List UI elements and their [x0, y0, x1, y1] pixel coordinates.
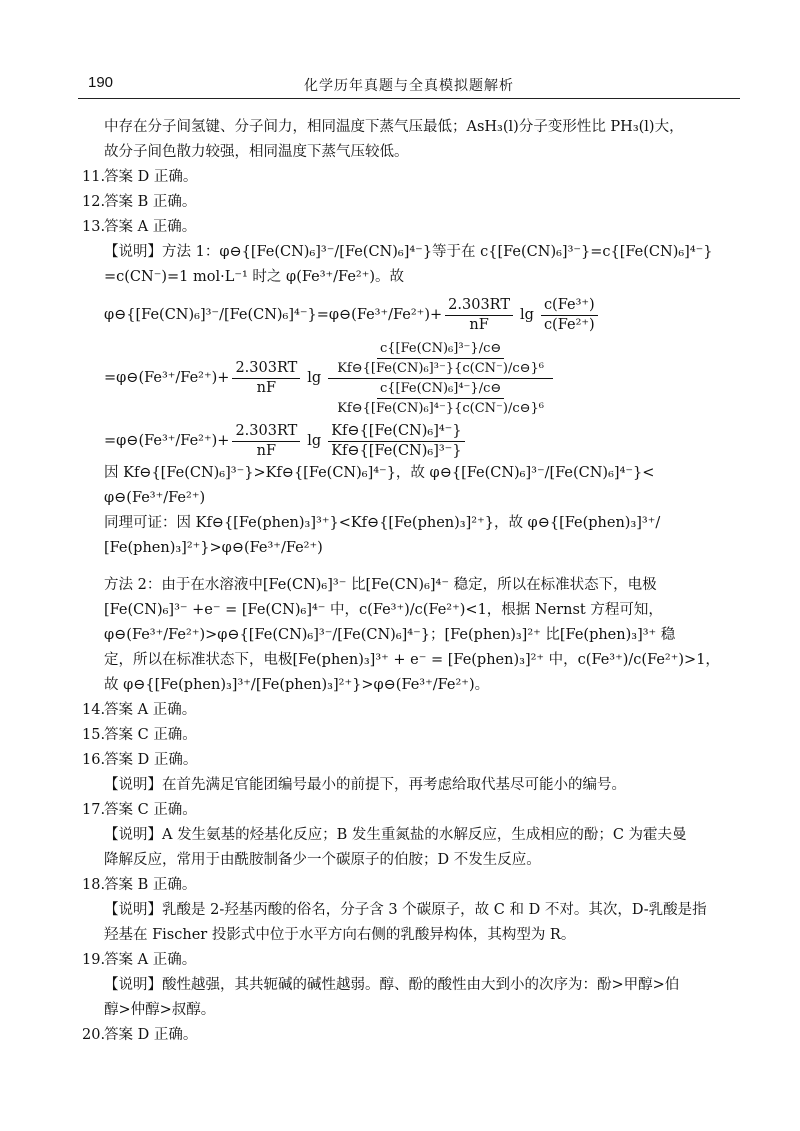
denominator: Kf⊖{[Fe(CN)₆]³⁻} — [331, 443, 462, 459]
answer-20 — [82, 1023, 742, 1048]
log-symbol: lg — [307, 370, 322, 386]
item-number: 19. — [82, 952, 106, 968]
inner-denominator: Kf⊖{[Fe(CN)₆]⁴⁻}{c(CN⁻)/c⊖}⁶ — [337, 401, 544, 416]
fraction — [232, 359, 300, 398]
explanation-line: 【说明】在首先满足官能团编号最小的前提下，再考虑给取代基尽可能小的编号。 — [104, 777, 626, 793]
answer-13 — [82, 215, 742, 240]
page-body — [82, 115, 742, 1048]
answer-15 — [82, 723, 742, 748]
denominator: nF — [469, 317, 489, 333]
answer-text: 答案 B 正确。 — [104, 877, 197, 893]
conclusion-line: 同理可证：因 Kf⊖{[Fe(phen)₃]³⁺}<Kf⊖{[Fe(phen)₃]²⁺}，故 φ⊖{[Fe(phen)₃]³⁺/ — [104, 515, 661, 531]
paragraph-line: 故分子间色散力较强，相同温度下蒸气压较低。 — [104, 144, 409, 160]
answer-text: 答案 B 正确。 — [104, 194, 197, 210]
answer-14 — [82, 698, 742, 723]
answer-text: 答案 A 正确。 — [104, 219, 197, 235]
denominator: nF — [256, 443, 277, 459]
spacer — [82, 561, 742, 573]
method-2-line: 定，所以在标准状态下，电极[Fe(phen)₃]³⁺ + e⁻ = [Fe(phen)₃]²⁺ 中，c(Fe³⁺)/c(Fe²⁺)>1， — [104, 652, 720, 668]
explanation-line: =c(CN⁻)=1 mol·L⁻¹ 时之 φ(Fe³⁺/Fe²⁺)。故 — [104, 269, 405, 285]
explanation-line: 醇>仲醇>叔醇。 — [104, 1002, 216, 1018]
equation-3 — [104, 422, 742, 461]
numerator: 2.303RT — [232, 422, 300, 442]
answer-text: 答案 C 正确。 — [104, 727, 197, 743]
item-number: 16. — [82, 752, 106, 768]
answer-17 — [82, 798, 742, 823]
item-number: 20. — [82, 1027, 106, 1043]
method-2-line: 方法 2：由于在水溶液中[Fe(CN)₆]³⁻ 比[Fe(CN)₆]⁴⁻ 稳定，所以在标准状态下，电极 — [104, 577, 657, 593]
denominator: c(Fe²⁺) — [543, 317, 595, 333]
equation-lhs: φ⊖{[Fe(CN)₆]³⁻/[Fe(CN)₆]⁴⁻}=φ⊖(Fe³⁺/Fe²⁺)+ — [104, 307, 443, 323]
fraction — [328, 422, 464, 461]
compound-fraction — [328, 339, 553, 418]
equation-2 — [104, 339, 742, 418]
explanation-line: 【说明】A 发生氨基的烃基化反应；B 发生重氮盐的水解反应，生成相应的酚；C 为霍夫曼 — [104, 827, 687, 843]
method-2-line: [Fe(CN)₆]³⁻ +e⁻ = [Fe(CN)₆]⁴⁻ 中，c(Fe³⁺)/c(Fe²⁺)<1，根据 Nernst 方程可知， — [104, 602, 663, 618]
fraction — [232, 422, 300, 461]
conclusion-line: [Fe(phen)₃]²⁺}>φ⊖(Fe³⁺/Fe²⁺) — [104, 540, 323, 556]
explanation-line: 降解反应，常用于由酰胺制备少一个碳原子的伯胺；D 不发生反应。 — [104, 852, 541, 868]
explanation-line: 羟基在 Fischer 投影式中位于水平方向右侧的乳酸异构体，其构型为 R。 — [104, 927, 576, 943]
item-number: 17. — [82, 802, 106, 818]
answer-text: 答案 A 正确。 — [104, 952, 197, 968]
explanation-line: 【说明】酸性越强，其共轭碱的碱性越弱。醇、酚的酸性由大到小的次序为：酚>甲醇>伯 — [104, 977, 680, 993]
numerator: Kf⊖{[Fe(CN)₆]⁴⁻} — [328, 422, 464, 442]
answer-text: 答案 D 正确。 — [104, 1027, 198, 1043]
numerator: c(Fe³⁺) — [541, 296, 598, 316]
answer-text: 答案 A 正确。 — [104, 702, 197, 718]
explanation-line: 【说明】乳酸是 2-羟基丙酸的俗名，分子含 3 个碳原子，故 C 和 D 不对。其次，D-乳酸是指 — [104, 902, 707, 918]
method-2-line: 故 φ⊖{[Fe(phen)₃]³⁺/[Fe(phen)₃]²⁺}>φ⊖(Fe³⁺/Fe²⁺)。 — [104, 677, 490, 693]
answer-text: 答案 D 正确。 — [104, 169, 198, 185]
page-number: 190 — [88, 74, 114, 91]
answer-11 — [82, 165, 742, 190]
item-number: 11. — [82, 169, 106, 185]
answer-19 — [82, 948, 742, 973]
answer-16 — [82, 748, 742, 773]
paragraph-line: 中存在分子间氢键、分子间力，相同温度下蒸气压最低；AsH₃(l)分子变形性比 PH₃(l)大， — [104, 119, 684, 135]
answer-18 — [82, 873, 742, 898]
inner-denominator: Kf⊖{[Fe(CN)₆]³⁻}{c(CN⁻)/c⊖}⁶ — [337, 361, 544, 376]
item-number: 18. — [82, 877, 106, 893]
inner-fraction — [334, 379, 547, 418]
equation-lhs: =φ⊖(Fe³⁺/Fe²⁺)+ — [104, 433, 230, 449]
answer-text: 答案 C 正确。 — [104, 802, 197, 818]
numerator: 2.303RT — [232, 359, 300, 379]
item-number: 13. — [82, 219, 106, 235]
log-symbol: lg — [307, 433, 322, 449]
conclusion-line: φ⊖(Fe³⁺/Fe²⁺) — [104, 490, 206, 506]
item-number: 12. — [82, 194, 106, 210]
denominator — [328, 379, 553, 418]
fraction — [445, 296, 513, 335]
method-2-line: φ⊖(Fe³⁺/Fe²⁺)>φ⊖{[Fe(CN)₆]³⁻/[Fe(CN)₆]⁴⁻}；[Fe(phen)₃]²⁺ 比[Fe(phen)₃]³⁺ 稳 — [104, 627, 676, 643]
inner-numerator: c{[Fe(CN)₆]³⁻}/c⊖ — [377, 339, 504, 359]
inner-fraction — [334, 339, 547, 378]
equation-1 — [104, 296, 742, 335]
item-number: 15. — [82, 727, 106, 743]
equation-lhs: =φ⊖(Fe³⁺/Fe²⁺)+ — [104, 370, 230, 386]
inner-numerator: c{[Fe(CN)₆]⁴⁻}/c⊖ — [377, 379, 504, 399]
book-title: 化学历年真题与全真模拟题解析 — [304, 78, 514, 94]
denominator: nF — [256, 380, 277, 396]
item-number: 14. — [82, 702, 106, 718]
answer-text: 答案 D 正确。 — [104, 752, 198, 768]
log-symbol: lg — [520, 307, 534, 323]
explanation-line: 【说明】方法 1：φ⊖{[Fe(CN)₆]³⁻/[Fe(CN)₆]⁴⁻}等于在 c{[Fe(CN)₆]³⁻}=c{[Fe(CN)₆]⁴⁻} — [104, 244, 713, 260]
answer-12 — [82, 190, 742, 215]
conclusion-line: 因 Kf⊖{[Fe(CN)₆]³⁻}>Kf⊖{[Fe(CN)₆]⁴⁻}，故 φ⊖{[Fe(CN)₆]³⁻/[Fe(CN)₆]⁴⁻}< — [104, 465, 655, 481]
numerator — [328, 339, 553, 379]
numerator: 2.303RT — [445, 296, 513, 316]
fraction — [541, 296, 598, 335]
page-header — [78, 68, 740, 99]
